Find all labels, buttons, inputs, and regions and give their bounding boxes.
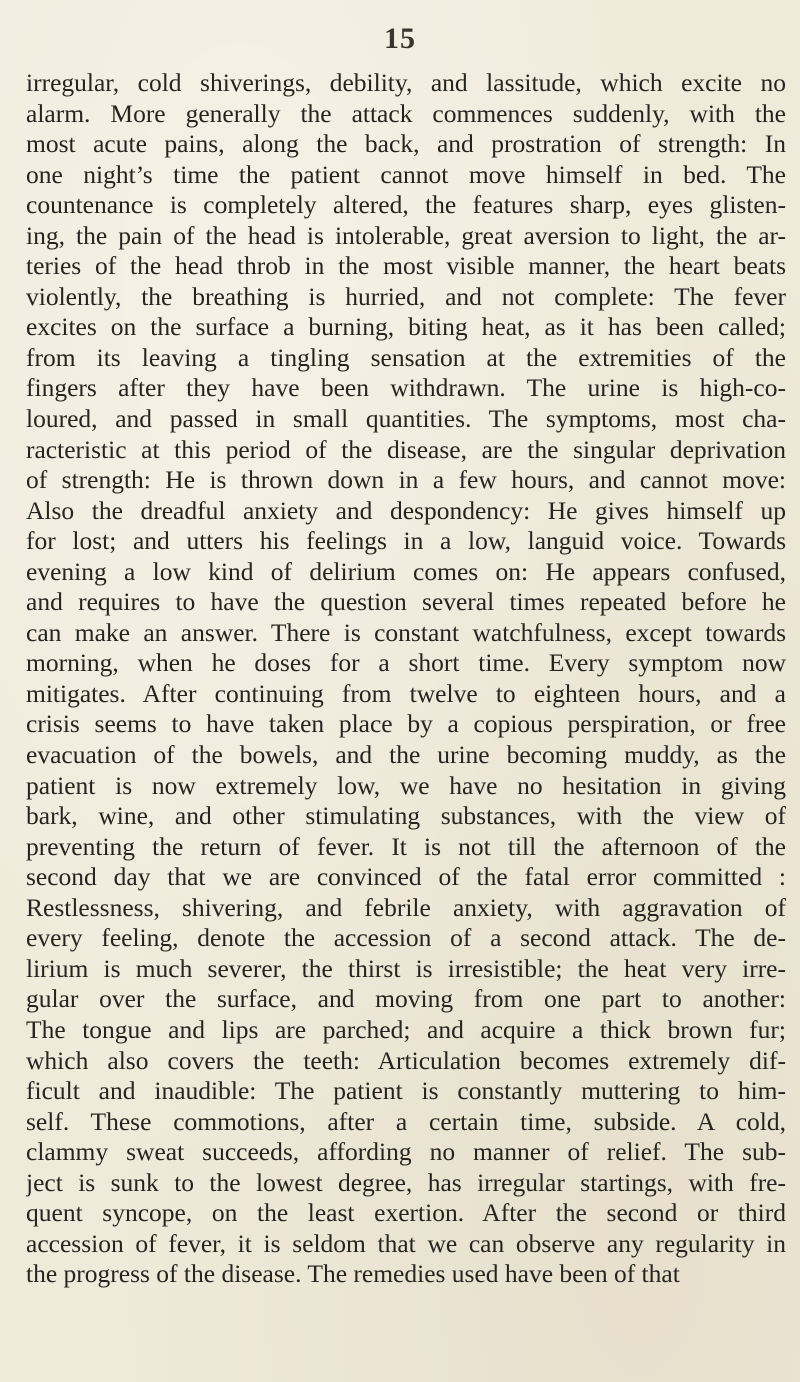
text-line: accession of fever, it is seldom that we can observe any regularity in	[26, 1228, 786, 1258]
text-line: countenance is completely altered, the features sharp, eyes glisten-	[26, 190, 786, 220]
text-line: irregular, cold shiverings, debility, and lassitude, which excite no	[26, 68, 786, 97]
text-line: Restlessness, shivering, and febrile anxiety, with aggravation of	[26, 892, 786, 922]
text-line: self. These commotions, after a certain time, subside. A cold,	[26, 1106, 786, 1136]
text-line: and requires to have the question several times repeated before he	[26, 587, 786, 617]
body-text	[26, 68, 786, 1290]
text-line: every feeling, denote the accession of a second attack. The de-	[26, 923, 786, 953]
text-line: preventing the return of fever. It is not till the afternoon of the	[26, 831, 786, 861]
text-line: from its leaving a tingling sensation at the extremities of the	[26, 342, 786, 372]
text-line: The tongue and lips are parched; and acquire a thick brown fur;	[26, 1014, 786, 1044]
text-line: most acute pains, along the back, and prostration of strength: In	[26, 129, 786, 159]
text-line: one night’s time the patient cannot move himself in bed. The	[26, 159, 786, 189]
text-line: loured, and passed in small quantities. The symptoms, most cha-	[26, 404, 786, 434]
text-line: ing, the pain of the head is intolerable, great aversion to light, the ar-	[26, 220, 786, 250]
text-line: morning, when he doses for a short time. Every symptom now	[26, 648, 786, 678]
text-line: gular over the surface, and moving from one part to another:	[26, 984, 786, 1014]
text-line: ficult and inaudible: The patient is constantly muttering to him-	[26, 1076, 786, 1106]
text-line: Also the dreadful anxiety and despondency: He gives himself up	[26, 495, 786, 525]
text-line: lirium is much severer, the thirst is irresistible; the heat very irre-	[26, 953, 786, 983]
text-line: patient is now extremely low, we have no hesitation in giving	[26, 770, 786, 800]
text-line: quent syncope, on the least exertion. After the second or third	[26, 1198, 786, 1228]
text-line: second day that we are convinced of the fatal error committed :	[26, 862, 786, 892]
page-number: 15	[384, 22, 416, 55]
text-line: evening a low kind of delirium comes on: He appears confused,	[26, 556, 786, 586]
text-line: can make an answer. There is constant watchfulness, except towards	[26, 617, 786, 647]
text-line: excites on the surface a burning, biting heat, as it has been called;	[26, 312, 786, 342]
text-line: racteristic at this period of the disease, are the singular deprivation	[26, 434, 786, 464]
text-line: clammy sweat succeeds, affording no manner of relief. The sub-	[26, 1137, 786, 1167]
text-line: the progress of the disease. The remedies used have been of that	[26, 1259, 680, 1289]
text-line: which also covers the teeth: Articulation becomes extremely dif-	[26, 1045, 786, 1075]
text-line: mitigates. After continuing from twelve to eighteen hours, and a	[26, 678, 786, 708]
text-line: ject is sunk to the lowest degree, has irregular startings, with fre-	[26, 1167, 786, 1197]
text-line: teries of the head throb in the most visible manner, the heart beats	[26, 251, 786, 281]
text-line: of strength: He is thrown down in a few hours, and cannot move:	[26, 465, 786, 495]
text-line: for lost; and utters his feelings in a low, languid voice. Towards	[26, 526, 786, 556]
text-line: fingers after they have been withdrawn. The urine is high-co-	[26, 373, 786, 403]
text-line: evacuation of the bowels, and the urine becoming muddy, as the	[26, 740, 786, 770]
text-line: crisis seems to have taken place by a copious perspiration, or free	[26, 709, 786, 739]
text-line: violently, the breathing is hurried, and not complete: The fever	[26, 281, 786, 311]
text-line: alarm. More generally the attack commences suddenly, with the	[26, 98, 786, 128]
text-line: bark, wine, and other stimulating substances, with the view of	[26, 801, 786, 831]
